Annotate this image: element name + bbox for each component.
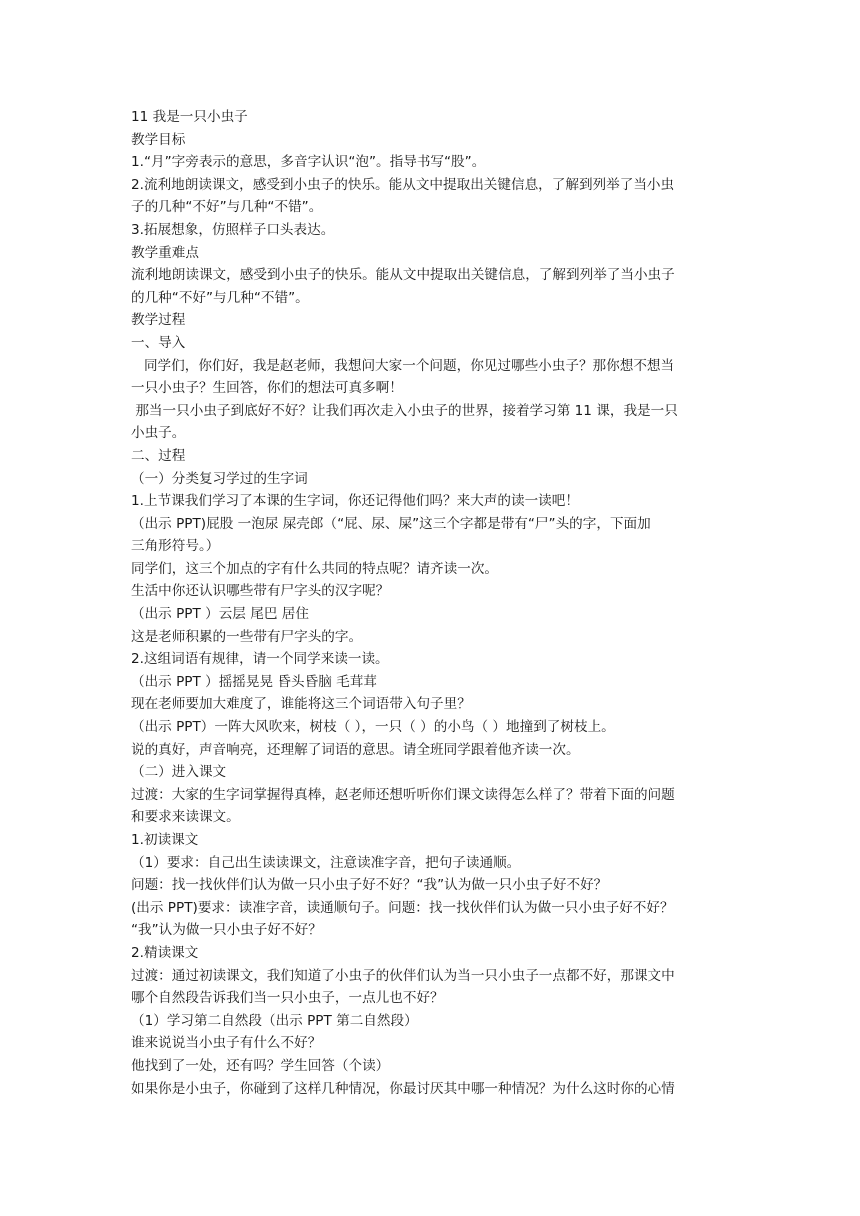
text-line: 2.流利地朗读课文，感受到小虫子的快乐。能从文中提取出关键信息，了解到列举了当小虫 [131, 176, 675, 193]
text-line: 一只小虫子？生回答，你们的想法可真多啊！ [131, 380, 403, 397]
text-line: 流利地朗读课文，感受到小虫子的快乐。能从文中提取出关键信息，了解到列举了当小虫子 [131, 267, 675, 284]
text-line: “我”认为做一只小虫子好不好？ [131, 922, 322, 939]
text-line: 教学重难点 [131, 244, 199, 261]
text-line: 3.拓展想象，仿照样子口头表达。 [131, 221, 335, 238]
text-line: 的几种“不好”与几种“不错”。 [131, 289, 309, 306]
text-line: 三角形符号。） [131, 538, 220, 555]
text-line: 1.“月”字旁表示的意思，多音字认识“泡”。指导书写“股”。 [131, 154, 486, 171]
text-line: （出示 PPT ）云层 尾巴 居住 [131, 606, 309, 623]
text-line: 谁来说说当小虫子有什么不好？ [131, 1035, 322, 1052]
text-line: 如果你是小虫子，你碰到了这样几种情况，你最讨厌其中哪一种情况？为什么这时你的心情 [131, 1080, 675, 1097]
text-line: （一）分类复习学过的生字词 [131, 470, 308, 487]
text-line: 他找到了一处，还有吗？学生回答（个读） [131, 1057, 390, 1074]
text-line: 一、导入 [131, 334, 186, 351]
text-line: 教学目标 [131, 131, 186, 148]
text-line: 小虫子。 [131, 425, 186, 442]
text-line: 那当一只小虫子到底好不好？让我们再次走入小虫子的世界，接着学习第 11 课，我是一只 [131, 402, 678, 419]
text-line: 同学们，你们好，我是赵老师，我想问大家一个问题，你见过哪些小虫子？那你想不想当 [131, 357, 675, 374]
text-line: 1.上节课我们学习了本课的生字词，你还记得他们吗？来大声的读一读吧！ [131, 493, 579, 510]
text-line: 说的真好，声音响亮，还理解了词语的意思。请全班同学跟着他齐读一次。 [131, 741, 580, 758]
text-line: 同学们，这三个加点的字有什么共同的特点呢？请齐读一次。 [131, 560, 499, 577]
text-line: 过渡：大家的生字词掌握得真棒，赵老师还想听听你们课文读得怎么样了？带着下面的问题 [131, 786, 675, 803]
text-line: 生活中你还认识哪些带有尸字头的汉字呢？ [131, 583, 390, 600]
text-line: 子的几种“不好”与几种“不错”。 [131, 199, 323, 216]
text-line: （1）要求：自己出生读读课文，注意读准字音，把句子读通顺。 [131, 854, 521, 871]
document-page [131, 106, 736, 1100]
text-line: 1.初读课文 [131, 832, 199, 848]
text-line: （1）学习第二自然段（出示 PPT 第二自然段） [131, 1012, 418, 1029]
text-line: 11 我是一只小虫子 [131, 109, 248, 125]
text-line: 现在老师要加大难度了，谁能将这三个词语带入句子里？ [131, 696, 471, 713]
text-line: （出示 PPT ）摇摇晃晃 昏头昏脑 毛茸茸 [131, 673, 377, 690]
text-line: （出示 PPT)屁股 一泡尿 屎壳郎（“屁、尿、屎”这三个字都是带有“尸”头的字，下面加 [131, 515, 651, 532]
text-line: （二）进入课文 [131, 764, 227, 781]
text-line: 二、过程 [131, 447, 186, 464]
text-line: 2.精读课文 [131, 944, 199, 961]
text-line: （出示 PPT）一阵大风吹来，树枝（ ），一只（ ）的小鸟（ ）地撞到了树枝上。 [131, 719, 615, 736]
text-line: 2.这组词语有规律，请一个同学来读一读。 [131, 651, 389, 668]
text-line: 和要求来读课文。 [131, 809, 240, 826]
text-line: 教学过程 [131, 312, 186, 329]
text-line: 哪个自然段告诉我们当一只小虫子，一点儿也不好？ [131, 990, 444, 1007]
text-line: (出示 PPT)要求：读准字音，读通顺句子。问题：找一找伙伴们认为做一只小虫子好不好？ [131, 899, 674, 916]
text-line: 这是老师积累的一些带有尸字头的字。 [131, 628, 363, 645]
text-line: 问题：找一找伙伴们认为做一只小虫子好不好？“我”认为做一只小虫子好不好？ [131, 877, 608, 894]
text-line: 过渡：通过初读课文，我们知道了小虫子的伙伴们认为当一只小虫子一点都不好，那课文中 [131, 967, 675, 984]
